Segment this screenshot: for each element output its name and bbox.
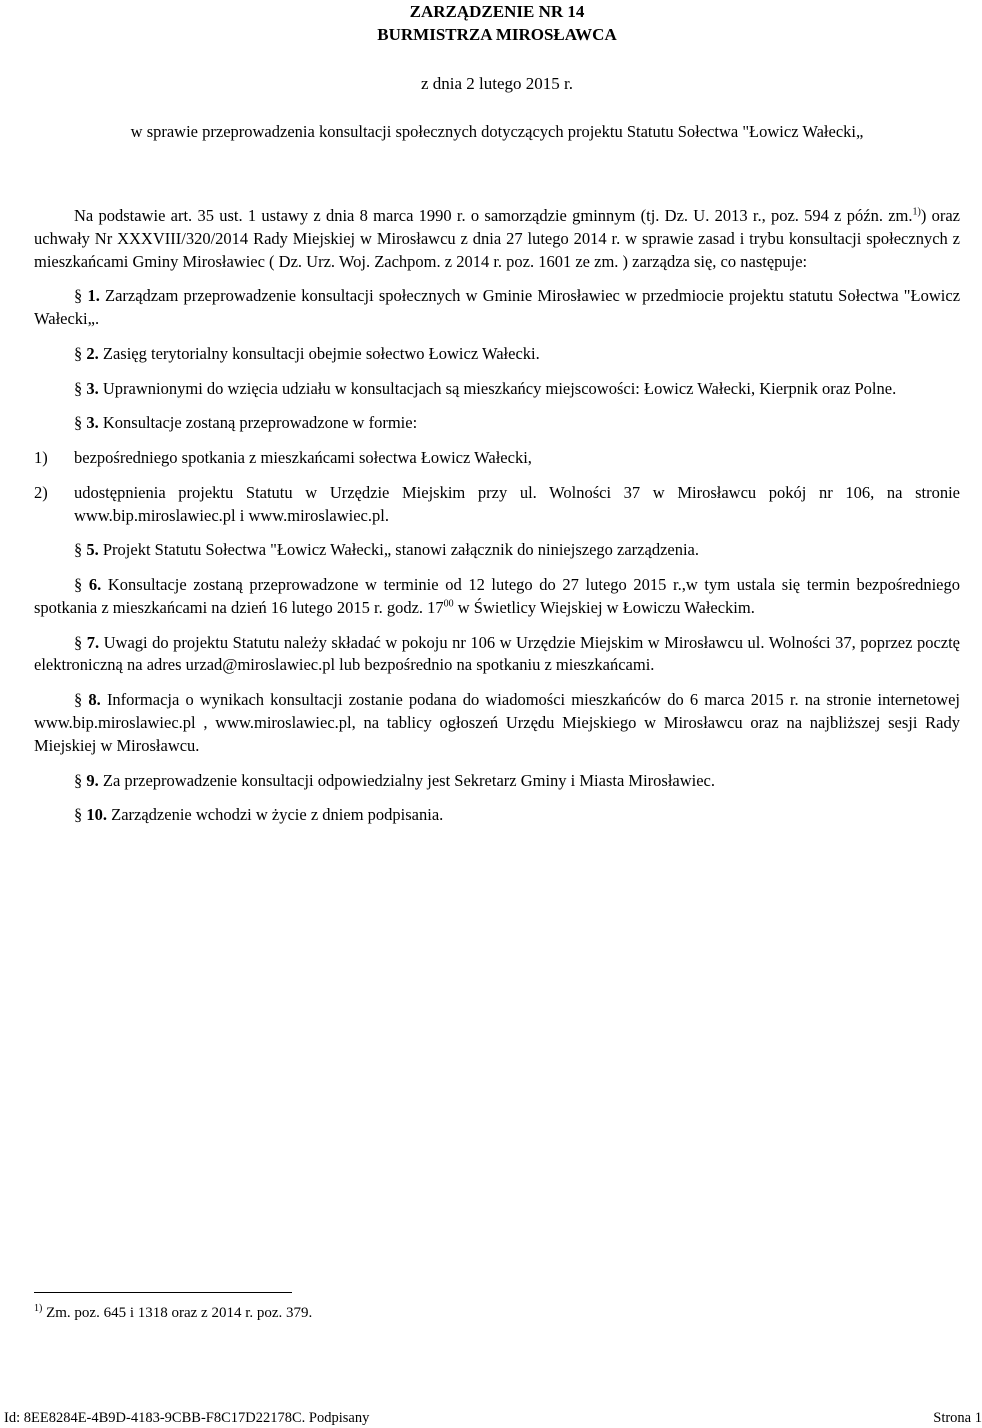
section-sign: § bbox=[74, 378, 83, 398]
section-number: 6. bbox=[88, 575, 102, 595]
page-footer bbox=[4, 1408, 982, 1428]
section-sign: § bbox=[74, 413, 83, 433]
title-line-2: BURMISTRZA MIROSŁAWCA bbox=[377, 25, 617, 44]
list-item-text: udostępnienia projektu Statutu w Urzędzie Miejskim przy ul. Wolności 37 w Mirosławcu pokój nr 106, na stronie www.bip.miroslawiec.pl i www.miroslawiec.pl. bbox=[74, 482, 960, 525]
footnote-ref: 1) bbox=[34, 1303, 43, 1314]
section-text: Uprawnionymi do wzięcia udziału w konsultacjach są mieszkańcy miejscowości: Łowicz Wałecki, Kierpnik oraz Polne. bbox=[102, 378, 897, 398]
section-sign: § bbox=[74, 343, 83, 363]
section-text: Projekt Statutu Sołectwa "Łowicz Wałecki„ stanowi załącznik do niniejszego zarządzenia. bbox=[102, 540, 700, 560]
section-4 bbox=[34, 412, 960, 435]
section-number: 2. bbox=[86, 343, 99, 363]
section-sign: § bbox=[74, 540, 83, 560]
document-title bbox=[34, 0, 960, 46]
preamble-footnote-ref: 1) bbox=[912, 206, 921, 218]
consultation-forms-list bbox=[34, 447, 960, 527]
preamble-part-2: ) oraz uchwały Nr XXXVIII/320/2014 Rady Miejskiej w Mirosławcu z dnia 27 lutego 2014 r. w sprawie zasad i trybu konsultacji społecznych z mieszkańcami Gminy Mirosławiec ( Dz. Urz. Woj. Zachpom. z 2014 r. poz. 1601 ze zm. ) zarządza się, co następuje: bbox=[34, 206, 960, 271]
section-sign: § bbox=[74, 286, 83, 306]
section-3 bbox=[34, 378, 960, 401]
section-number: 5. bbox=[86, 540, 99, 560]
section-number: 9. bbox=[86, 770, 99, 790]
section-8 bbox=[34, 689, 960, 757]
section-sign: § bbox=[74, 632, 83, 652]
section-9 bbox=[34, 770, 960, 793]
document-body bbox=[34, 205, 960, 839]
document-page bbox=[4, 0, 982, 1428]
footnote bbox=[34, 1303, 312, 1324]
section-10 bbox=[34, 804, 960, 827]
section-5 bbox=[34, 539, 960, 562]
section-number: 10. bbox=[86, 805, 107, 825]
document-subject: w sprawie przeprowadzenia konsultacji społecznych dotyczących projektu Statutu Sołectwa "Łowicz Wałecki„ bbox=[130, 122, 864, 141]
page-number: Strona 1 bbox=[933, 1410, 982, 1426]
section-6 bbox=[34, 574, 960, 620]
section-text: Zasięg terytorialny konsultacji obejmie sołectwo Łowicz Wałecki. bbox=[102, 343, 540, 363]
time-superscript: 00 bbox=[443, 598, 454, 610]
section-sign: § bbox=[74, 805, 83, 825]
list-item bbox=[34, 447, 960, 470]
section-number: 3. bbox=[86, 413, 99, 433]
section-text: Za przeprowadzenie konsultacji odpowiedzialny jest Sekretarz Gminy i Miasta Mirosławiec. bbox=[102, 770, 716, 790]
section-text: Zarządzenie wchodzi w życie z dniem podpisania. bbox=[111, 805, 444, 825]
section-text-a: Konsultacje zostaną przeprowadzone w terminie od 12 lutego do 27 lutego 2015 r.,w tym ustala się termin bezpośredniego spotkania z mieszkańcami na dzień 16 lutego 2015 r. godz. 17 bbox=[34, 575, 960, 617]
title-line-1: ZARZĄDZENIE NR 14 bbox=[409, 2, 585, 21]
footnote-divider bbox=[34, 1292, 292, 1293]
section-2 bbox=[34, 343, 960, 366]
section-sign: § bbox=[74, 575, 83, 595]
document-id-signature: Id: 8EE8284E-4B9D-4183-9CBB-F8C17D22178C. Podpisany bbox=[4, 1410, 370, 1426]
section-text: Uwagi do projektu Statutu należy składać w pokoju nr 106 w Urzędzie Miejskim w Mirosławcu ul. Wolności 37, poprzez pocztę elektroniczną na adres urzad@miroslawiec.pl lub bezpośrednio na spotkaniu z mieszkańcami. bbox=[34, 632, 960, 675]
section-text: Konsultacje zostaną przeprowadzone w formie: bbox=[102, 413, 418, 433]
footnote-text: Zm. poz. 645 i 1318 oraz z 2014 r. poz. 379. bbox=[42, 1305, 313, 1321]
list-item-text: bezpośredniego spotkania z mieszkańcami sołectwa Łowicz Wałecki, bbox=[74, 448, 532, 468]
section-sign: § bbox=[74, 690, 83, 710]
section-text-b: w Świetlicy Wiejskiej w Łowiczu Wałeckim. bbox=[453, 597, 755, 617]
section-number: 7. bbox=[86, 632, 100, 652]
section-1 bbox=[34, 285, 960, 331]
section-text: Informacja o wynikach konsultacji zostanie podana do wiadomości mieszkańców do 6 marca 2015 r. na stronie internetowej www.bip.miroslawiec.pl , www.miroslawiec.pl, na tablicy ogłoszeń Urzędu Miejskiego w Mirosławcu oraz na najbliższej sesji Rady Miejskiej w Mirosławcu. bbox=[34, 690, 960, 755]
section-number: 1. bbox=[87, 286, 100, 306]
preamble-part-1: Na podstawie art. 35 ust. 1 ustawy z dnia 8 marca 1990 r. o samorządzie gminnym (tj. Dz. U. 2013 r., poz. 594 z późn. zm. bbox=[74, 206, 913, 225]
list-item bbox=[34, 482, 960, 528]
section-number: 8. bbox=[88, 690, 101, 710]
section-text: Zarządzam przeprowadzenie konsultacji społecznych w Gminie Mirosławiec w przedmiocie projektu statutu Sołectwa "Łowicz Wałecki„. bbox=[34, 286, 961, 329]
preamble bbox=[34, 205, 960, 273]
list-item-number: 2) bbox=[34, 482, 48, 502]
document-date: z dnia 2 lutego 2015 r. bbox=[420, 74, 574, 93]
section-sign: § bbox=[74, 770, 83, 790]
list-item-number: 1) bbox=[34, 448, 48, 468]
section-number: 3. bbox=[86, 378, 99, 398]
section-7 bbox=[34, 632, 960, 678]
